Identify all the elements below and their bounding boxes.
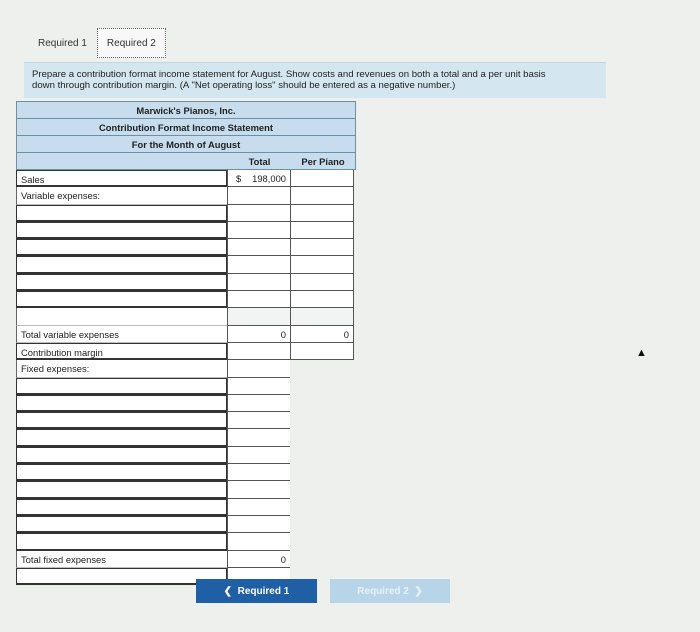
contribution-margin-row (16, 343, 356, 360)
empty-cell (290, 533, 354, 550)
fixed-expense-label-input[interactable] (16, 429, 227, 446)
variable-expense-total-input[interactable] (227, 205, 290, 222)
contribution-margin-total-input[interactable] (227, 343, 290, 360)
total-fixed-total-value: 0 (280, 553, 286, 565)
fixed-expense-input-row (16, 395, 356, 412)
fixed-expense-total-input[interactable] (227, 412, 290, 429)
variable-expenses-row (16, 187, 356, 204)
fixed-expense-input-row (16, 464, 356, 481)
chevron-left-icon: ❮ (223, 586, 233, 597)
variable-expense-label-input[interactable] (16, 239, 227, 256)
instructions-box (24, 62, 606, 98)
tab-required-1[interactable]: Required 1 (28, 28, 97, 58)
fixed-expense-input-row (16, 533, 356, 550)
statement-title: Contribution Format Income Statement (17, 119, 355, 136)
next-button[interactable] (330, 579, 450, 603)
empty-cell (290, 429, 354, 446)
fixed-expense-label-input[interactable] (16, 412, 227, 429)
fixed-expense-label-input[interactable] (16, 481, 227, 498)
total-fixed-expenses-row (16, 551, 356, 568)
total-variable-expenses-total (227, 326, 290, 343)
total-variable-expenses-label: Total variable expenses (16, 326, 227, 343)
spacer-row (16, 308, 356, 325)
contribution-margin-per-piano-input[interactable] (290, 343, 354, 360)
empty-cell (227, 308, 290, 325)
fixed-expenses-row (16, 360, 356, 377)
statement-period: For the Month of August (17, 136, 355, 153)
fixed-expense-input-row (16, 429, 356, 446)
empty-cell (290, 551, 354, 568)
instructions-line-2: down through contribution margin. (A "Net operating loss" should be entered as a negative number.) (32, 80, 456, 91)
variable-expense-total-input[interactable] (227, 274, 290, 291)
fixed-expense-input-row (16, 481, 356, 498)
fixed-expense-total-input[interactable] (227, 378, 290, 395)
dollar-sign: $ (236, 173, 242, 184)
sales-per-piano-input[interactable] (290, 170, 354, 187)
income-statement (16, 101, 356, 585)
total-variable-expenses-per-piano (290, 326, 354, 343)
fixed-expense-total-input[interactable] (227, 516, 290, 533)
fixed-expense-input-row (16, 378, 356, 395)
tab-required-2[interactable]: Required 2 (97, 28, 166, 58)
fixed-expense-label-input[interactable] (16, 533, 227, 550)
empty-cell (227, 187, 290, 204)
variable-expense-label-input[interactable] (16, 256, 227, 273)
variable-expense-per-piano-input[interactable] (290, 205, 354, 222)
contribution-margin-label[interactable]: Contribution margin (16, 343, 227, 360)
fixed-expense-total-input[interactable] (227, 464, 290, 481)
variable-expense-total-input[interactable] (227, 239, 290, 256)
instructions-line-1: Prepare a contribution format income statement for August. Show costs and revenues on both a total and a per unit basis (32, 69, 546, 80)
company-name: Marwick's Pianos, Inc. (17, 102, 355, 119)
fixed-expense-total-input[interactable] (227, 429, 290, 446)
empty-cell (290, 516, 354, 533)
total-variable-total-value: 0 (280, 328, 286, 340)
empty-cell (290, 378, 354, 395)
variable-expense-label-input[interactable] (16, 222, 227, 239)
previous-button-label: Required 1 (237, 586, 290, 597)
variable-expense-input-row (16, 274, 356, 291)
fixed-expense-input-row (16, 447, 356, 464)
total-variable-per-piano-value: 0 (343, 328, 349, 340)
empty-cell (227, 360, 290, 377)
variable-expense-input-row (16, 239, 356, 256)
empty-cell (290, 464, 354, 481)
fixed-expense-input-row (16, 516, 356, 533)
statement-header (16, 101, 356, 153)
empty-cell (290, 447, 354, 464)
variable-expense-label-input[interactable] (16, 291, 227, 308)
fixed-expense-label-input[interactable] (16, 464, 227, 481)
chevron-right-icon: ❯ (414, 586, 423, 597)
column-header-per-piano: Per Piano (301, 156, 345, 167)
fixed-expense-total-input[interactable] (227, 533, 290, 550)
variable-expense-total-input[interactable] (227, 256, 290, 273)
empty-cell (290, 499, 354, 516)
fixed-expense-label-input[interactable] (16, 447, 227, 464)
variable-expense-input-row (16, 205, 356, 222)
variable-expense-input-row (16, 291, 356, 308)
variable-expenses-label: Variable expenses: (16, 187, 227, 204)
fixed-expense-total-input[interactable] (227, 395, 290, 412)
empty-cell (290, 360, 354, 377)
column-header-total: Total (248, 156, 271, 167)
variable-expense-label-input[interactable] (16, 274, 227, 291)
sales-total-cell[interactable] (227, 170, 290, 187)
variable-expense-per-piano-input[interactable] (290, 256, 354, 273)
sales-total-value: 198,000 (252, 173, 286, 184)
variable-expense-per-piano-input[interactable] (290, 274, 354, 291)
fixed-expense-total-input[interactable] (227, 447, 290, 464)
empty-cell (290, 187, 354, 204)
fixed-expense-input-row (16, 499, 356, 516)
column-headers (16, 153, 356, 170)
fixed-expense-label-input[interactable] (16, 378, 227, 395)
variable-expense-total-input[interactable] (227, 222, 290, 239)
total-fixed-expenses-label: Total fixed expenses (16, 551, 227, 568)
next-button-label: Required 2 (357, 586, 409, 597)
fixed-expense-label-input[interactable] (16, 395, 227, 412)
sales-label[interactable]: Sales (16, 170, 227, 187)
variable-expense-per-piano-input[interactable] (290, 291, 354, 308)
mouse-cursor-icon: ▲ (636, 347, 647, 359)
sales-row (16, 170, 356, 187)
empty-cell (290, 412, 354, 429)
empty-cell (290, 395, 354, 412)
empty-cell (290, 481, 354, 498)
fixed-expense-total-input[interactable] (227, 481, 290, 498)
variable-expense-input-row (16, 222, 356, 239)
total-variable-expenses-row (16, 326, 356, 343)
empty-cell (290, 308, 354, 325)
total-fixed-expenses-total (227, 551, 290, 568)
fixed-expenses-label: Fixed expenses: (16, 360, 227, 377)
variable-expense-input-row (16, 256, 356, 273)
fixed-expense-label-input[interactable] (16, 516, 227, 533)
variable-expense-per-piano-input[interactable] (290, 239, 354, 256)
previous-button[interactable] (196, 579, 317, 603)
fixed-expense-total-input[interactable] (227, 499, 290, 516)
variable-expense-per-piano-input[interactable] (290, 222, 354, 239)
variable-expense-total-input[interactable] (227, 291, 290, 308)
variable-expense-label-input[interactable] (16, 205, 227, 222)
fixed-expense-input-row (16, 412, 356, 429)
fixed-expense-label-input[interactable] (16, 499, 227, 516)
empty-cell (16, 308, 227, 325)
tab-bar (28, 28, 166, 58)
